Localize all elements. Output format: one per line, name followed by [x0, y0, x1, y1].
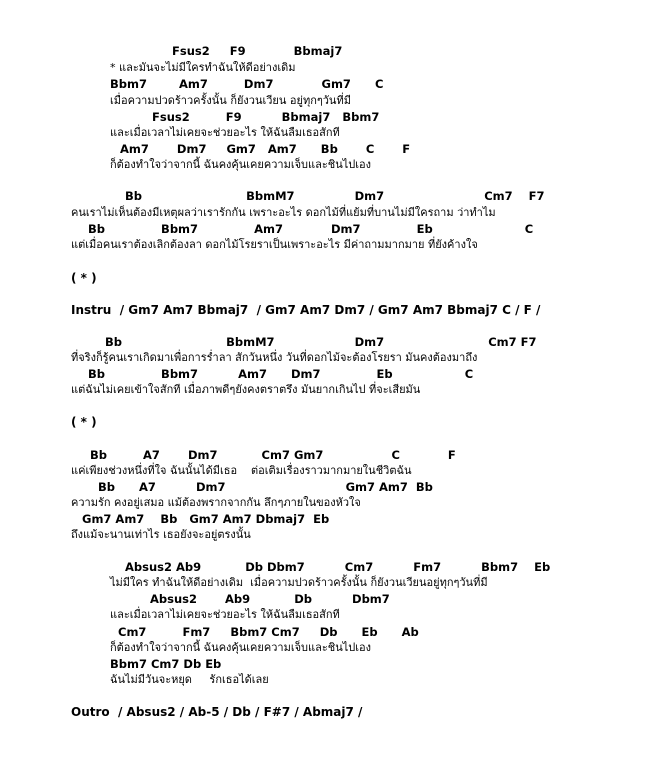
lyric-line-10: ความรัก คงอยู่เสมอ แม้ต้องพรากจากกัน ลึกๆภายในของหัวใจ	[71, 496, 361, 509]
lyric-line-14: ก็ต้องทำใจว่าจากนี้ ฉันคงคุ้นเคยความเจ็บและชินไปเอง	[110, 641, 371, 654]
lyric-line-15: ฉันไม่มีวันจะหยุด รักเธอได้เลย	[110, 673, 269, 686]
chord-line-5: Bb BbmM7 Dm7 Cm7 F7	[125, 189, 545, 203]
chord-line-13: Absus2 Ab9 Db Dbm7	[150, 592, 390, 606]
instrumental-line: Instru / Gm7 Am7 Bbmaj7 / Gm7 Am7 Dm7 / Gm7 Am7 Bbmaj7 C / F /	[71, 303, 541, 317]
lyric-line-4: ก็ต้องทำใจว่าจากนี้ ฉันคงคุ้นเคยความเจ็บและชินไปเอง	[110, 158, 371, 171]
chord-line-12: Absus2 Ab9 Db Dbm7 Cm7 Fm7 Bbm7 Eb	[125, 560, 551, 574]
chord-line-3: Fsus2 F9 Bbmaj7 Bbm7	[152, 110, 380, 124]
chord-line-6: Bb Bbm7 Am7 Dm7 Eb C	[88, 222, 534, 236]
lyric-line-6: แต่เมื่อคนเราต้องเลิกต้องลา ดอกไม้โรยราเป็นเพราะอะไร มีค่าถามมากมาย ที่ยังค้างใจ	[71, 238, 478, 251]
chord-line-7: Bb BbmM7 Dm7 Cm7 F7	[105, 335, 537, 349]
chord-line-14: Cm7 Fm7 Bbm7 Cm7 Db Eb Ab	[118, 625, 419, 639]
lyric-line-8: แต่ฉันไม่เคยเข้าใจสักที เมื่อภาพดีๆยังคงตราตรึง มันยากเกินไป ที่จะเสียมัน	[71, 383, 421, 396]
lyric-line-12: ไม่มีใคร ทำฉันให้ดีอย่างเดิม เมื่อความปวดร้าวครั้งนั้น ก็ยังวนเวียนอยู่ทุกๆวันที่มี	[110, 576, 488, 589]
lyric-line-11: ถึงแม้จะนานเท่าไร เธอยังจะอยู่ตรงนั้น	[71, 528, 251, 541]
chord-line-4: Am7 Dm7 Gm7 Am7 Bb C F	[120, 142, 411, 156]
outro-line: Outro / Absus2 / Ab-5 / Db / F#7 / Abmaj7 /	[71, 705, 363, 719]
lyric-line-3: และเมื่อเวลาไม่เคยจะช่วยอะไร ให้ฉันลืมเธอสักที	[110, 126, 340, 139]
lyric-line-1: * และมันจะไม่มีใครทำฉันให้ดีอย่างเดิม	[110, 61, 296, 74]
chord-line-8: Bb Bbm7 Am7 Dm7 Eb C	[88, 367, 474, 381]
lyric-line-5: คนเราไม่เห็นต้องมีเหตุผลว่าเรารักกัน เพราะอะไร ดอกไม้ที่แย้มที่บานไม่มีใครถาม ว่าทำไม	[71, 206, 496, 219]
chord-line-10: Bb A7 Dm7 Gm7 Am7 Bb	[98, 480, 433, 494]
chord-line-15: Bbm7 Cm7 Db Eb	[110, 657, 222, 671]
lyric-line-2: เมื่อความปวดร้าวครั้งนั้น ก็ยังวนเวียน อยู่ทุกๆวันที่มี	[110, 94, 351, 107]
lyric-line-7: ที่จริงก็รู้คนเราเกิดมาเพื่อการร่ำลา สักวันหนึ่ง วันที่ดอกไม้จะต้องโรยรา มันคงต้องมาถึง	[71, 351, 478, 364]
chord-line-9: Bb A7 Dm7 Cm7 Gm7 C F	[90, 448, 456, 462]
chord-line-11: Gm7 Am7 Bb Gm7 Am7 Dbmaj7 Eb	[82, 512, 330, 526]
repeat-marker-1: ( * )	[71, 271, 97, 285]
lyric-line-9: แค่เพียงช่วงหนึ่งที่ใจ ฉันนั้นได้มีเธอ ต่อเติมเรื่องราวมากมายในชีวิตฉัน	[71, 464, 412, 477]
chord-line-2: Bbm7 Am7 Dm7 Gm7 C	[110, 77, 384, 91]
repeat-marker-2: ( * )	[71, 415, 97, 429]
lyric-line-13: และเมื่อเวลาไม่เคยจะช่วยอะไร ให้ฉันลืมเธอสักที	[110, 608, 340, 621]
chord-line-1: Fsus2 F9 Bbmaj7	[172, 44, 343, 58]
